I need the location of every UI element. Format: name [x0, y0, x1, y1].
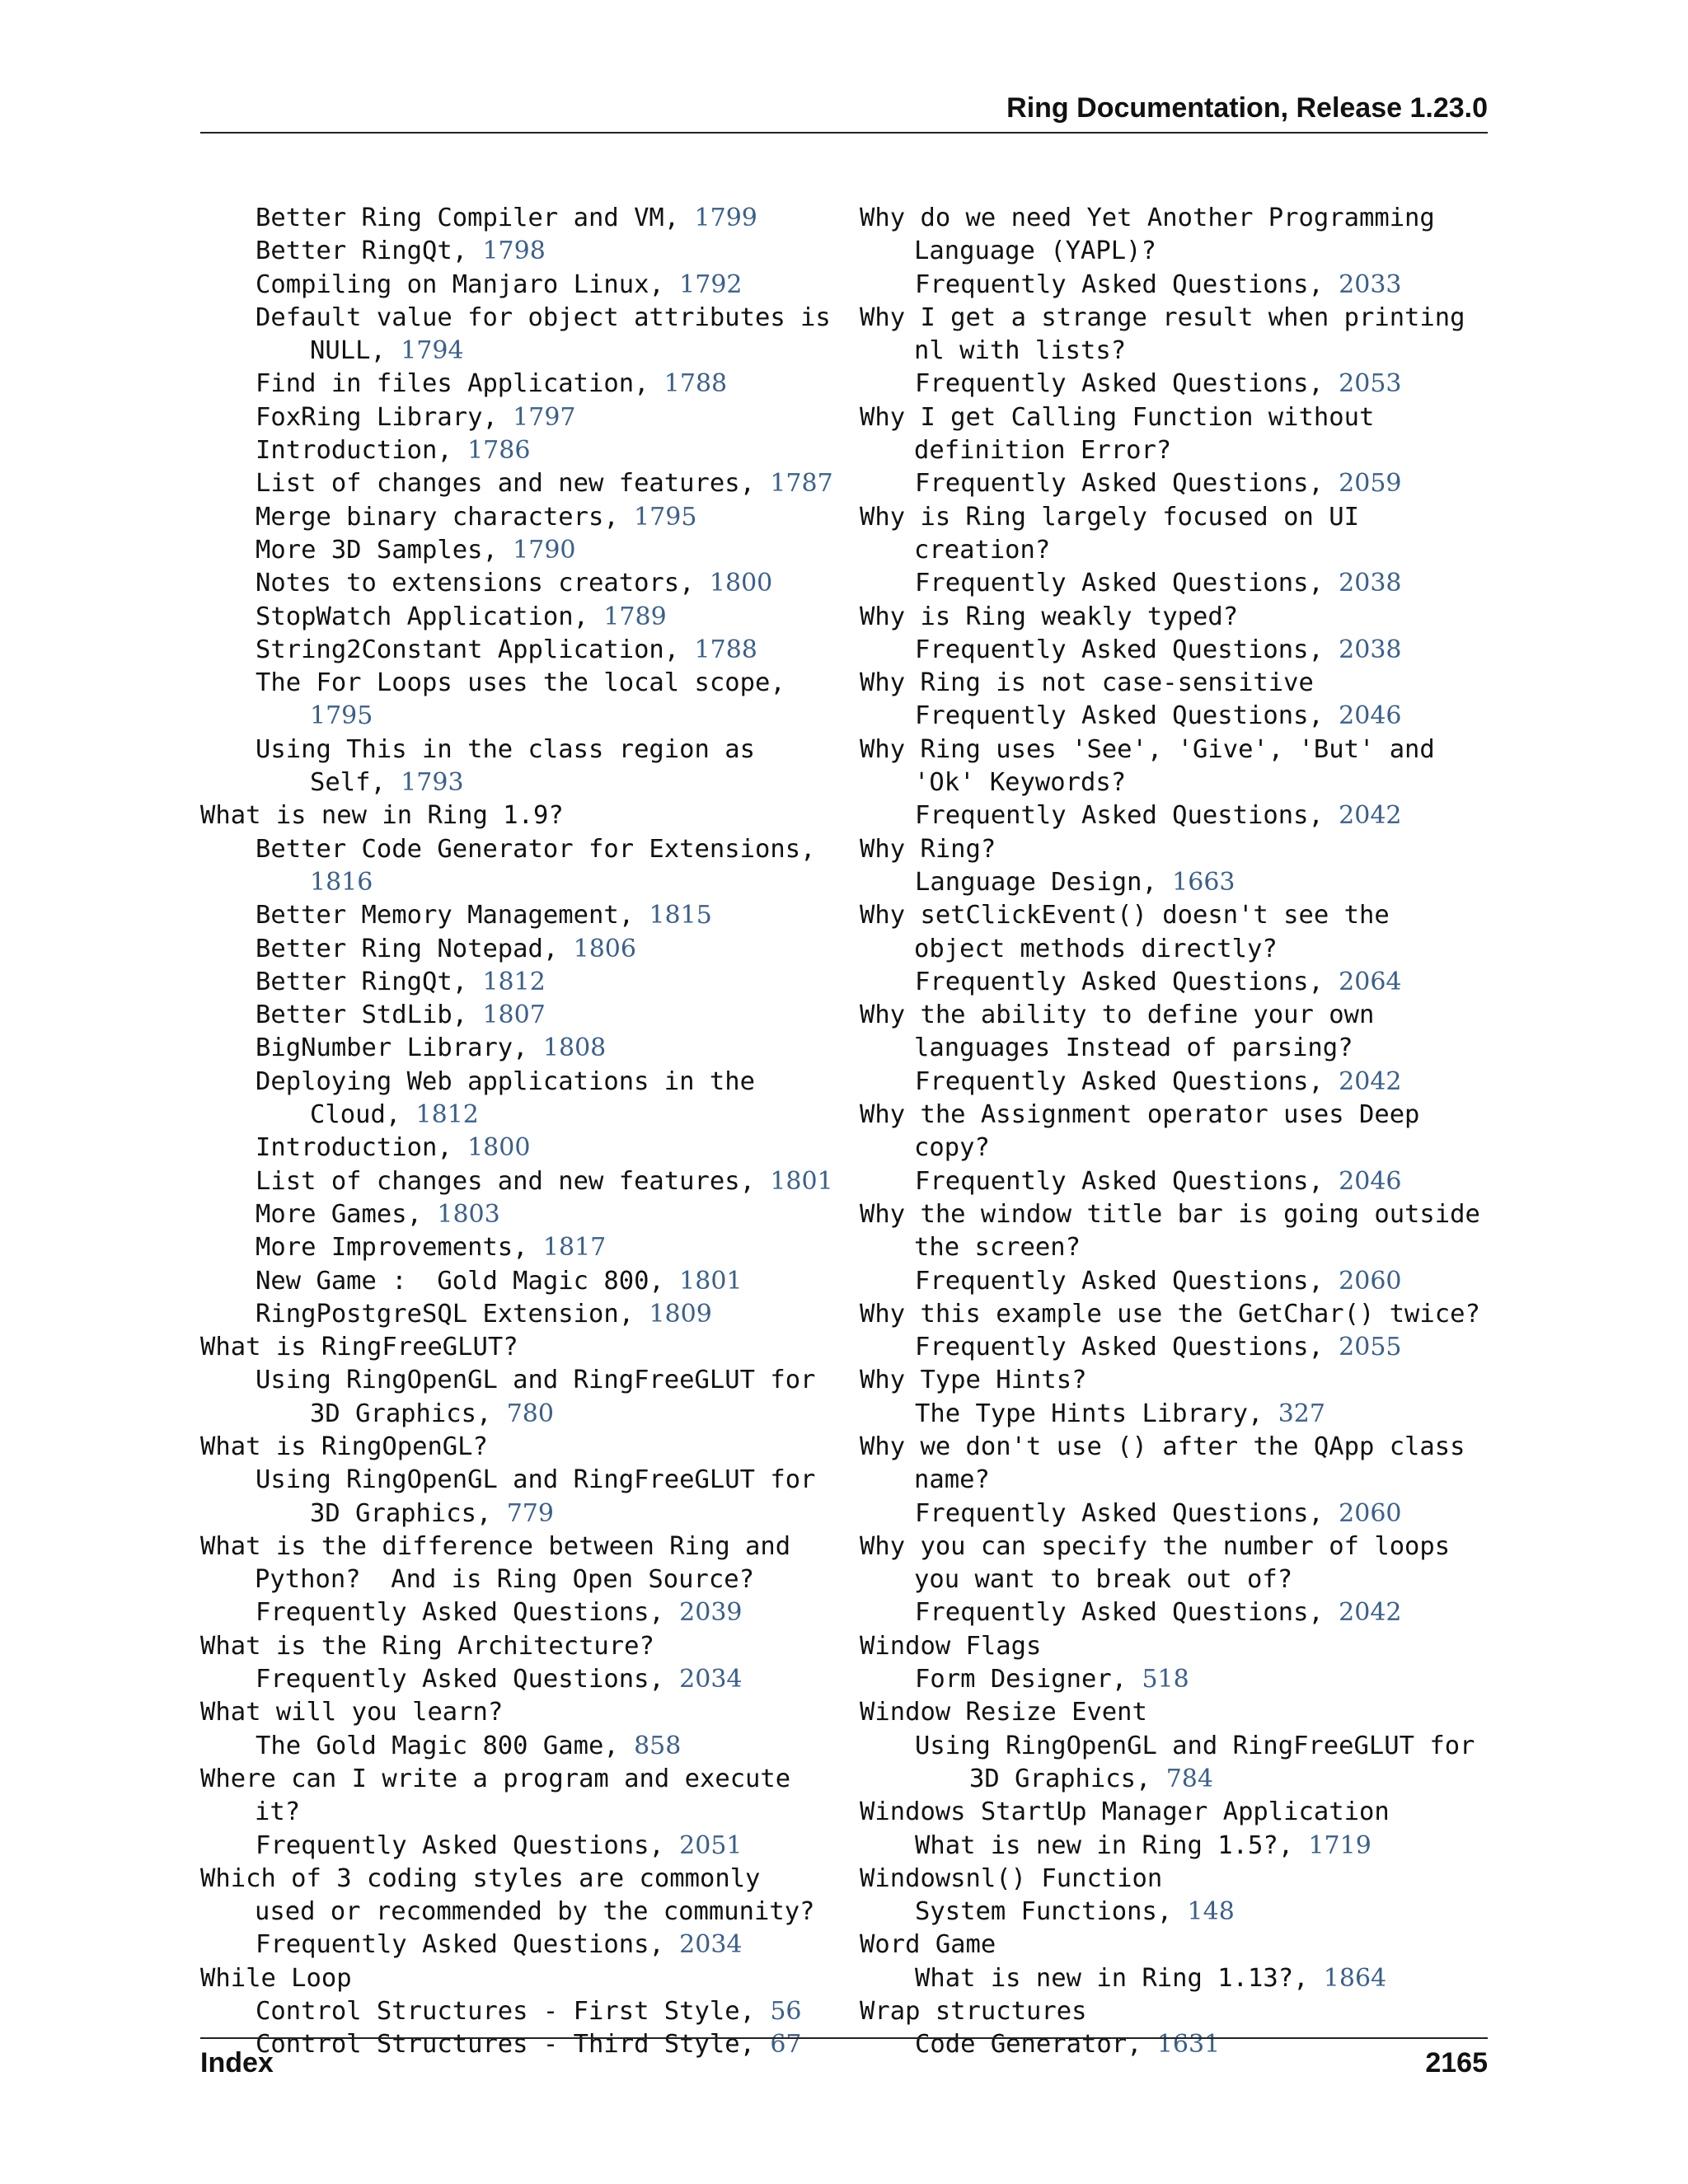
- entry-text: Better Ring Compiler and VM,: [256, 204, 695, 232]
- index-subentry: [860, 1596, 1494, 1629]
- page-link[interactable]: 1719: [1308, 1830, 1372, 1860]
- page-link[interactable]: 2055: [1339, 1333, 1402, 1362]
- entry-text: Frequently Asked Questions,: [915, 1266, 1339, 1296]
- index-subentry: [860, 1962, 1494, 1995]
- page-link[interactable]: 67: [770, 2030, 802, 2060]
- index-subentry: [200, 634, 835, 667]
- page-link[interactable]: 1817: [542, 1233, 607, 1263]
- index-subentry: [860, 1398, 1494, 1431]
- index-term: [860, 667, 1494, 700]
- page-link[interactable]: 1789: [603, 602, 667, 631]
- entry-text: Window Flags: [860, 1631, 1042, 1661]
- index-term: [860, 1796, 1494, 1829]
- index-subentry: [200, 667, 835, 733]
- entry-text: More Improvements,: [256, 1233, 543, 1263]
- entry-text: Why the Assignment operator uses Deep copy?: [860, 1100, 1435, 1163]
- index-term: [860, 1198, 1494, 1265]
- entry-text: Better Memory Management,: [256, 901, 649, 930]
- page-link[interactable]: 2046: [1339, 701, 1402, 731]
- index-term: [200, 799, 835, 832]
- page-link[interactable]: 1807: [482, 1001, 546, 1030]
- index-term: [200, 1763, 835, 1830]
- index-term: [860, 401, 1494, 468]
- page-link[interactable]: 1808: [542, 1033, 607, 1063]
- index-subentry: [200, 235, 835, 268]
- page-link[interactable]: 1815: [649, 901, 712, 930]
- entry-text: Form Designer,: [915, 1665, 1142, 1694]
- entry-text: What is new in Ring 1.9?: [200, 801, 564, 831]
- page-link[interactable]: 1806: [573, 934, 636, 963]
- entry-text: Control Structures - Third Style,: [256, 2030, 771, 2060]
- header-divider: [200, 132, 1488, 134]
- index-subentry: [860, 799, 1494, 832]
- index-term: [860, 999, 1494, 1066]
- index-term: [200, 1630, 835, 1663]
- page-link[interactable]: 1795: [310, 701, 373, 731]
- entry-text: StopWatch Application,: [256, 602, 604, 631]
- entry-text: Introduction,: [256, 1133, 468, 1163]
- entry-text: Which of 3 coding styles are commonly used or recommended by the community?: [200, 1863, 815, 1927]
- entry-text: FoxRing Library,: [256, 402, 513, 432]
- page-link[interactable]: 2042: [1339, 1598, 1402, 1628]
- page-link[interactable]: 1795: [634, 502, 697, 532]
- index-term: [860, 1630, 1494, 1663]
- entry-text: While Loop: [200, 1963, 352, 1993]
- index-subentry: [860, 368, 1494, 401]
- entry-text: Wrap structures: [860, 1997, 1087, 2027]
- entry-text: Why you can specify the number of loops you want to break out of?: [860, 1531, 1465, 1595]
- entry-text: Why I get Calling Function without definition Error?: [860, 402, 1390, 466]
- index-subentry: [200, 1464, 835, 1530]
- entry-text: Frequently Asked Questions,: [915, 369, 1339, 399]
- index-column-left: [200, 202, 846, 2062]
- index-subentry: [200, 1298, 835, 1331]
- page-link[interactable]: 2038: [1339, 569, 1402, 598]
- index-subentry: [200, 933, 835, 966]
- index-subentry: [860, 866, 1494, 899]
- entry-text: Frequently Asked Questions,: [256, 1930, 680, 1960]
- entry-text: Using This in the class region as Self,: [256, 734, 771, 798]
- page-link[interactable]: 2039: [679, 1598, 743, 1628]
- page-link[interactable]: 780: [506, 1399, 554, 1428]
- entry-text: Compiling on Manjaro Linux,: [256, 269, 680, 299]
- entry-text: What is the difference between Ring and Python? And is Ring Open Source?: [200, 1531, 806, 1595]
- index-term: [200, 1530, 835, 1597]
- page-link[interactable]: 1864: [1323, 1963, 1387, 1993]
- page-link[interactable]: 1794: [401, 336, 464, 366]
- index-subentry: [200, 1730, 835, 1763]
- index-subentry: [860, 1830, 1494, 1863]
- page-link[interactable]: 1812: [482, 967, 546, 996]
- entry-text: Why Ring?: [860, 834, 996, 864]
- index-subentry: [860, 269, 1494, 302]
- entry-text: Code Generator,: [915, 2030, 1157, 2060]
- entry-text: Frequently Asked Questions,: [915, 801, 1339, 831]
- entry-text: More Games,: [256, 1199, 438, 1229]
- page-link[interactable]: 2064: [1339, 967, 1402, 996]
- index-subentry: [200, 1364, 835, 1431]
- page-link[interactable]: 2053: [1339, 369, 1402, 399]
- entry-text: Using RingOpenGL and RingFreeGLUT for 3D Graphics,: [256, 1366, 831, 1428]
- page-link[interactable]: 1809: [649, 1299, 712, 1329]
- entry-text: System Functions,: [915, 1897, 1188, 1927]
- page-link[interactable]: 2051: [679, 1830, 743, 1860]
- index-subentry: [860, 700, 1494, 733]
- entry-text: Windowsnl() Function: [860, 1863, 1163, 1893]
- page-link[interactable]: 148: [1187, 1897, 1235, 1927]
- index-subentry: [200, 899, 835, 932]
- entry-text: Where can I write a program and execute it?: [200, 1764, 806, 1827]
- index-subentry: [200, 302, 846, 368]
- entry-text: Frequently Asked Questions,: [915, 1333, 1339, 1362]
- entry-text: Frequently Asked Questions,: [915, 569, 1339, 598]
- page-link[interactable]: 784: [1165, 1764, 1213, 1793]
- index-subentry: [860, 634, 1494, 667]
- index-subentry: [200, 534, 835, 567]
- entry-text: Language Design,: [915, 867, 1173, 897]
- index-subentry: [200, 467, 835, 500]
- index-term: [860, 1863, 1494, 1896]
- index-subentry: [200, 269, 835, 302]
- entry-text: Frequently Asked Questions,: [256, 1598, 680, 1628]
- footer-divider: [200, 2037, 1488, 2039]
- entry-text: Frequently Asked Questions,: [256, 1665, 680, 1694]
- entry-text: Why is Ring weakly typed?: [860, 602, 1239, 631]
- entry-text: Why is Ring largely focused on UI creation?: [860, 502, 1375, 565]
- index-subentry: [200, 1231, 835, 1264]
- entry-text: Notes to extensions creators,: [256, 569, 710, 598]
- page-link[interactable]: 1663: [1172, 867, 1236, 897]
- index-subentry: [200, 202, 835, 235]
- entry-text: Frequently Asked Questions,: [915, 635, 1339, 664]
- index-term: [860, 1431, 1494, 1497]
- page-link[interactable]: 1788: [694, 635, 757, 664]
- index-subentry: [200, 434, 835, 467]
- index-term: [200, 1962, 835, 1995]
- index-term: [860, 1929, 1494, 1961]
- entry-text: The Type Hints Library,: [915, 1399, 1278, 1428]
- index-subentry: [860, 1896, 1494, 1929]
- index-subentry: [200, 1995, 835, 2028]
- index-term: [860, 1530, 1494, 1597]
- footer-section: Index: [200, 2047, 274, 2079]
- index-subentry: [200, 966, 835, 999]
- index-term: [860, 733, 1494, 800]
- entry-text: Why Type Hints?: [860, 1366, 1087, 1395]
- entry-text: Windows StartUp Manager Application: [860, 1797, 1390, 1827]
- index-subentry: [200, 1066, 835, 1132]
- page-link[interactable]: 1793: [401, 768, 464, 798]
- entry-text: Deploying Web applications in the Cloud,: [256, 1066, 771, 1130]
- entry-text: Why this example use the GetChar() twice?: [860, 1299, 1480, 1329]
- footer-page-number: 2165: [1425, 2047, 1488, 2079]
- index-term: [200, 1431, 835, 1464]
- page-link[interactable]: 2042: [1339, 801, 1402, 831]
- index-subentry: [200, 1165, 835, 1198]
- entry-text: Using RingOpenGL and RingFreeGLUT for 3D Graphics,: [256, 1465, 831, 1528]
- index-term: [860, 1364, 1494, 1397]
- page-link[interactable]: 1631: [1156, 2030, 1221, 2060]
- index-subentry: [860, 1165, 1494, 1198]
- entry-text: Frequently Asked Questions,: [915, 1066, 1339, 1096]
- entry-text: New Game : Gold Magic 800,: [256, 1266, 680, 1296]
- index-subentry: [860, 1331, 1494, 1364]
- page-link[interactable]: 2034: [679, 1930, 743, 1960]
- index-term: [860, 501, 1494, 568]
- entry-text: Why Ring uses 'See', 'Give', 'But' and 'Ok' Keywords?: [860, 734, 1451, 798]
- index-term: [860, 1099, 1494, 1165]
- entry-text: The Gold Magic 800 Game,: [256, 1731, 635, 1760]
- index-term: [860, 302, 1494, 368]
- page-link[interactable]: 2060: [1339, 1266, 1402, 1296]
- page-link[interactable]: 2046: [1339, 1166, 1402, 1196]
- entry-text: Better StdLib,: [256, 1001, 483, 1030]
- page-link[interactable]: 518: [1142, 1665, 1189, 1694]
- index-subentry: [860, 1663, 1494, 1696]
- index-subentry: [200, 1830, 835, 1863]
- index-term: [200, 1696, 835, 1729]
- index-subentry: [200, 1929, 835, 1961]
- index-subentry: [860, 567, 1494, 600]
- entry-text: Default value for object attributes is NULL,: [256, 302, 846, 366]
- page-link[interactable]: 2033: [1339, 269, 1402, 299]
- index-term: [860, 899, 1494, 966]
- entry-text: Why we don't use () after the QApp class name?: [860, 1432, 1480, 1495]
- index-subentry: [860, 1730, 1494, 1797]
- index-subentry: [860, 1066, 1494, 1099]
- index-term: [200, 1863, 835, 1929]
- page-link[interactable]: 1790: [513, 535, 576, 565]
- entry-text: Better RingQt,: [256, 967, 483, 996]
- page-link[interactable]: 327: [1278, 1399, 1325, 1428]
- index-subentry: [200, 501, 835, 534]
- page-link[interactable]: 1788: [663, 369, 728, 399]
- index-subentry: [860, 1497, 1494, 1530]
- entry-text: Frequently Asked Questions,: [915, 1166, 1339, 1196]
- entry-text: RingPostgreSQL Extension,: [256, 1299, 649, 1329]
- page-link[interactable]: 1800: [467, 1133, 531, 1163]
- index-term: [860, 1696, 1494, 1729]
- entry-text: What is RingFreeGLUT?: [200, 1333, 518, 1362]
- entry-text: Introduction,: [256, 436, 468, 466]
- index-subentry: [200, 368, 835, 401]
- index-column-right: [860, 202, 1494, 2062]
- page-link[interactable]: 1797: [513, 402, 576, 432]
- entry-text: Frequently Asked Questions,: [915, 1598, 1339, 1628]
- page-link[interactable]: 2034: [679, 1665, 743, 1694]
- index-subentry: [860, 2028, 1494, 2061]
- entry-text: Frequently Asked Questions,: [915, 269, 1339, 299]
- index-term: [200, 1331, 835, 1364]
- page-link[interactable]: 2042: [1339, 1066, 1402, 1096]
- entry-text: String2Constant Application,: [256, 635, 695, 664]
- entry-text: Word Game: [860, 1930, 996, 1960]
- page-link[interactable]: 2059: [1339, 469, 1402, 499]
- page-link[interactable]: 2060: [1339, 1498, 1402, 1528]
- index-subentry: [200, 1032, 835, 1065]
- entry-text: Why the window title bar is going outside the screen?: [860, 1199, 1496, 1263]
- index-term: [860, 1298, 1494, 1331]
- index-term: [860, 202, 1494, 269]
- page-link[interactable]: 1792: [679, 269, 743, 299]
- page-link[interactable]: 1786: [467, 436, 531, 466]
- entry-text: Frequently Asked Questions,: [256, 1830, 680, 1860]
- page-link[interactable]: 1801: [679, 1266, 743, 1296]
- entry-text: Using RingOpenGL and RingFreeGLUT for 3D Graphics,: [915, 1731, 1490, 1793]
- page-link[interactable]: 1803: [437, 1199, 500, 1229]
- header-title: Ring Documentation, Release 1.23.0: [1006, 92, 1488, 124]
- entry-text: Why I get a strange result when printing nl with lists?: [860, 302, 1480, 366]
- page-link[interactable]: 858: [634, 1731, 682, 1760]
- index-subentry: [200, 567, 835, 600]
- entry-text: Frequently Asked Questions,: [915, 1498, 1339, 1528]
- index-subentry: [200, 401, 835, 434]
- page-link[interactable]: 1799: [694, 204, 757, 232]
- entry-text: Better Ring Notepad,: [256, 934, 574, 963]
- page-link[interactable]: 1798: [482, 237, 546, 266]
- index-subentry: [200, 1663, 835, 1696]
- index-subentry: [200, 1596, 835, 1629]
- index-term: [860, 833, 1494, 866]
- index-subentry: [200, 1265, 835, 1298]
- entry-text: Better Code Generator for Extensions,: [256, 834, 831, 864]
- entry-text: Why the ability to define your own languages Instead of parsing?: [860, 1001, 1390, 1063]
- page-link[interactable]: 1800: [709, 569, 773, 598]
- page-link[interactable]: 2038: [1339, 635, 1402, 664]
- index-subentry: [860, 966, 1494, 999]
- entry-text: Better RingQt,: [256, 237, 483, 266]
- entry-text: The For Loops uses the local scope,: [256, 668, 801, 698]
- index-subentry: [200, 833, 835, 900]
- index-subentry: [200, 2028, 835, 2061]
- entry-text: What is RingOpenGL?: [200, 1432, 488, 1461]
- entry-text: Why setClickEvent() doesn't see the object methods directly?: [860, 901, 1405, 963]
- entry-text: Frequently Asked Questions,: [915, 469, 1339, 499]
- page-link[interactable]: 1812: [415, 1100, 479, 1130]
- entry-text: Why Ring is not case-sensitive: [860, 668, 1314, 698]
- index-subentry: [200, 1132, 835, 1165]
- index-term: [860, 601, 1494, 634]
- index-subentry: [860, 1265, 1494, 1298]
- index-subentry: [200, 999, 835, 1032]
- entry-text: List of changes and new features,: [256, 469, 771, 499]
- entry-text: Find in files Application,: [256, 369, 664, 399]
- page-link[interactable]: 1787: [770, 469, 833, 499]
- entry-text: What is the Ring Architecture?: [200, 1631, 654, 1661]
- entry-text: Control Structures - First Style,: [256, 1997, 771, 2027]
- index-term: [860, 1995, 1494, 2028]
- entry-text: What is new in Ring 1.13?,: [915, 1963, 1324, 1993]
- entry-text: Window Resize Event: [860, 1698, 1147, 1727]
- entry-text: Frequently Asked Questions,: [915, 967, 1339, 996]
- entry-text: What is new in Ring 1.5?,: [915, 1830, 1309, 1860]
- index-subentry: [200, 1198, 835, 1231]
- entry-text: BigNumber Library,: [256, 1033, 543, 1063]
- entry-text: List of changes and new features,: [256, 1166, 771, 1196]
- entry-text: Frequently Asked Questions,: [915, 701, 1339, 731]
- entry-text: What will you learn?: [200, 1698, 504, 1727]
- entry-text: More 3D Samples,: [256, 535, 513, 565]
- index-subentry: [860, 467, 1494, 500]
- entry-text: Why do we need Yet Another Programming Language (YAPL)?: [860, 204, 1451, 266]
- index-subentry: [200, 733, 835, 800]
- index-subentry: [200, 601, 835, 634]
- page-link[interactable]: 1801: [770, 1166, 833, 1196]
- entry-text: Merge binary characters,: [256, 502, 635, 532]
- page-link[interactable]: 1816: [310, 867, 373, 897]
- page-link[interactable]: 779: [506, 1498, 554, 1528]
- page-link[interactable]: 56: [770, 1997, 802, 2027]
